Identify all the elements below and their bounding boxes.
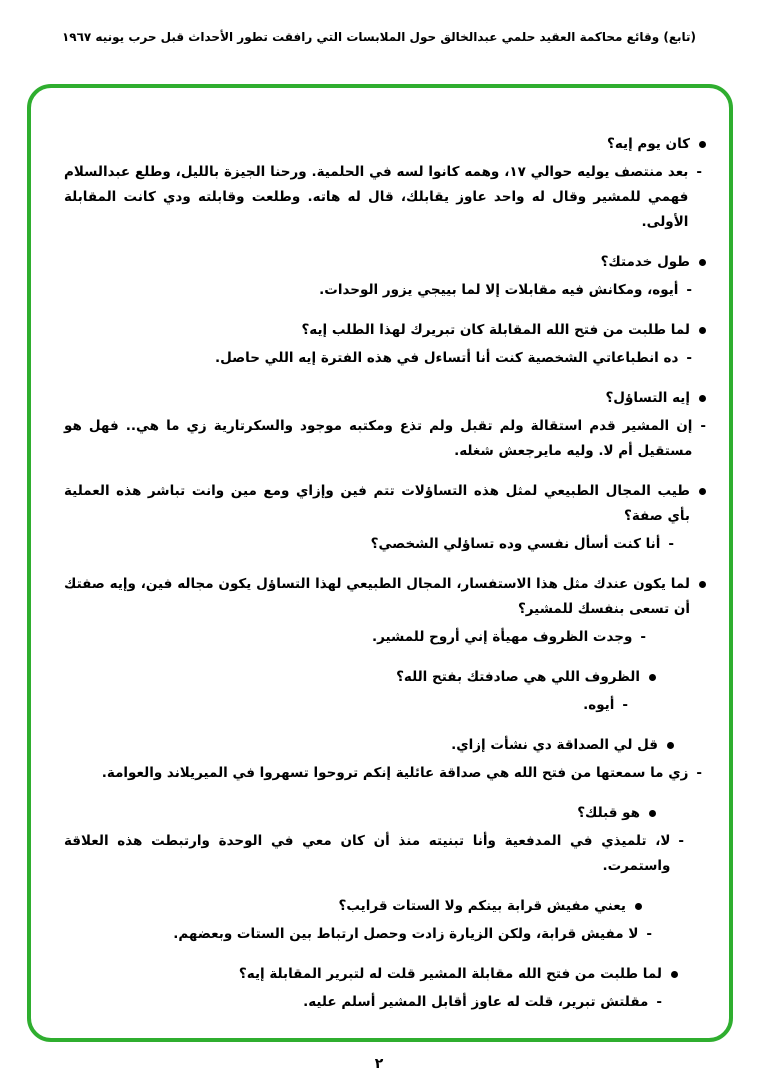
answer-line xyxy=(64,829,706,879)
question-line xyxy=(64,801,706,826)
dash-icon: - xyxy=(696,765,702,781)
qa-item xyxy=(64,894,706,947)
answer-text: ده انطباعاتي الشخصية كنت أنا أتساءل في هذه الفترة إيه اللي حاصل. xyxy=(214,350,679,366)
question-text: الظروف اللي هي صادفتك بفتح الله؟ xyxy=(396,669,640,685)
qa-item xyxy=(64,962,706,1015)
answer-text: بعد منتصف يوليه حوالي ١٧، وهمه كانوا لسه في الحلمية. ورحنا الجيزة بالليل، وطلع عبدالسلام فهمي للمشير وقال له واحد عاوز يقابلك، قال له هاته. وطلعت وقابلته ودي كانت المقابلة الأولى. xyxy=(64,164,689,230)
page-number: ٢ xyxy=(374,1056,384,1072)
bullet-icon xyxy=(699,488,706,495)
dash-icon: - xyxy=(640,629,646,645)
answer-line xyxy=(64,922,706,947)
question-text: لما طلبت من فتح الله المقابلة كان تبريرك لهذا الطلب إيه؟ xyxy=(301,322,690,338)
bullet-icon xyxy=(699,141,706,148)
question-text: كان يوم إيه؟ xyxy=(607,136,690,152)
bullet-icon xyxy=(699,581,706,588)
answer-text: لا، تلميذي في المدفعية وأنا تبنيته منذ أن كان معي في الوحدة وارتبطت هذه العلاقة واستمرت. xyxy=(64,833,671,874)
dash-icon: - xyxy=(696,164,702,180)
bullet-icon xyxy=(671,971,678,978)
answer-line xyxy=(64,625,706,650)
answer-text: أيوه. xyxy=(583,697,615,713)
question-text: لما يكون عندك مثل هذا الاستفسار، المجال الطبيعي لهذا التساؤل يكون مجاله فين، وإيه صفتك أن تسعى بنفسك للمشير؟ xyxy=(64,576,690,617)
qa-item xyxy=(64,665,706,718)
answer-line xyxy=(64,990,706,1015)
dash-icon: - xyxy=(622,697,628,713)
qa-item xyxy=(64,801,706,879)
qa-item xyxy=(64,132,706,235)
answer-text: لا مفيش قرابة، ولكن الزيارة زادت وحصل ارتباط بين الستات وبعضهم. xyxy=(173,926,639,942)
answer-text: أنا كنت أسأل نفسي وده تساؤلي الشخصي؟ xyxy=(370,536,661,552)
question-text: إيه التساؤل؟ xyxy=(605,390,690,406)
answer-text: أيوه، ومكانش فيه مقابلات إلا لما بييجي يزور الوحدات. xyxy=(319,282,679,298)
question-line xyxy=(64,250,706,275)
question-line xyxy=(64,733,706,758)
answer-text: وجدت الظروف مهيأة إني أروح للمشير. xyxy=(371,629,633,645)
question-line xyxy=(64,479,706,529)
dash-icon: - xyxy=(668,536,674,552)
qa-item xyxy=(64,250,706,303)
bullet-icon xyxy=(667,742,674,749)
qa-list xyxy=(64,132,706,1030)
answer-line xyxy=(64,346,706,371)
question-text: طيب المجال الطبيعي لمثل هذه التساؤلات تتم فين وإزاي ومع مين وانت تباشر هذه العملية بأي صفة؟ xyxy=(64,483,690,524)
dash-icon: - xyxy=(646,926,652,942)
bullet-icon xyxy=(699,259,706,266)
qa-item xyxy=(64,386,706,464)
qa-item xyxy=(64,318,706,371)
question-text: طول خدمتك؟ xyxy=(600,254,690,270)
question-line xyxy=(64,962,706,987)
dash-icon: - xyxy=(700,418,706,434)
question-text: لما طلبت من فتح الله مقابلة المشير قلت له لتبرير المقابلة إيه؟ xyxy=(238,966,662,982)
answer-line xyxy=(64,278,706,303)
qa-item xyxy=(64,733,706,786)
bullet-icon xyxy=(699,395,706,402)
dash-icon: - xyxy=(678,833,684,849)
page-header: (تابع) وقائع محاكمة العقيد حلمي عبدالخالق حول الملابسات التي رافقت تطور الأحداث قبل حرب يونيه ١٩٦٧ xyxy=(61,30,697,44)
answer-text: زي ما سمعتها من فتح الله هي صداقة عائلية إنكم تروحوا تسهروا في الميريلاند والعوامة. xyxy=(101,765,689,781)
answer-line xyxy=(64,532,706,557)
qa-item xyxy=(64,572,706,650)
question-text: هو قبلك؟ xyxy=(577,805,640,821)
bullet-icon xyxy=(649,810,656,817)
question-line xyxy=(64,572,706,622)
bullet-icon xyxy=(699,327,706,334)
answer-text: إن المشير قدم استقالة ولم تقبل ولم تذع ومكتبه موجود والسكرتارية زي ما هي.. فهل هو مستقيل أم لا. وليه مايرجعش شغله. xyxy=(64,418,693,459)
question-text: قل لي الصداقة دي نشأت إزاي. xyxy=(451,737,658,753)
question-line xyxy=(64,132,706,157)
bullet-icon xyxy=(635,903,642,910)
bullet-icon xyxy=(649,674,656,681)
question-line xyxy=(64,386,706,411)
qa-item xyxy=(64,479,706,557)
answer-line xyxy=(64,693,706,718)
dash-icon: - xyxy=(686,282,692,298)
answer-line xyxy=(64,160,706,235)
question-line xyxy=(64,665,706,690)
question-line xyxy=(64,318,706,343)
question-text: يعني مفيش قرابة بينكم ولا الستات قرايب؟ xyxy=(338,898,626,914)
question-line xyxy=(64,894,706,919)
answer-line xyxy=(64,761,706,786)
dash-icon: - xyxy=(656,994,662,1010)
answer-text: مقلتش تبرير، قلت له عاوز أقابل المشير أسلم عليه. xyxy=(303,994,649,1010)
dash-icon: - xyxy=(686,350,692,366)
answer-line xyxy=(64,414,706,464)
